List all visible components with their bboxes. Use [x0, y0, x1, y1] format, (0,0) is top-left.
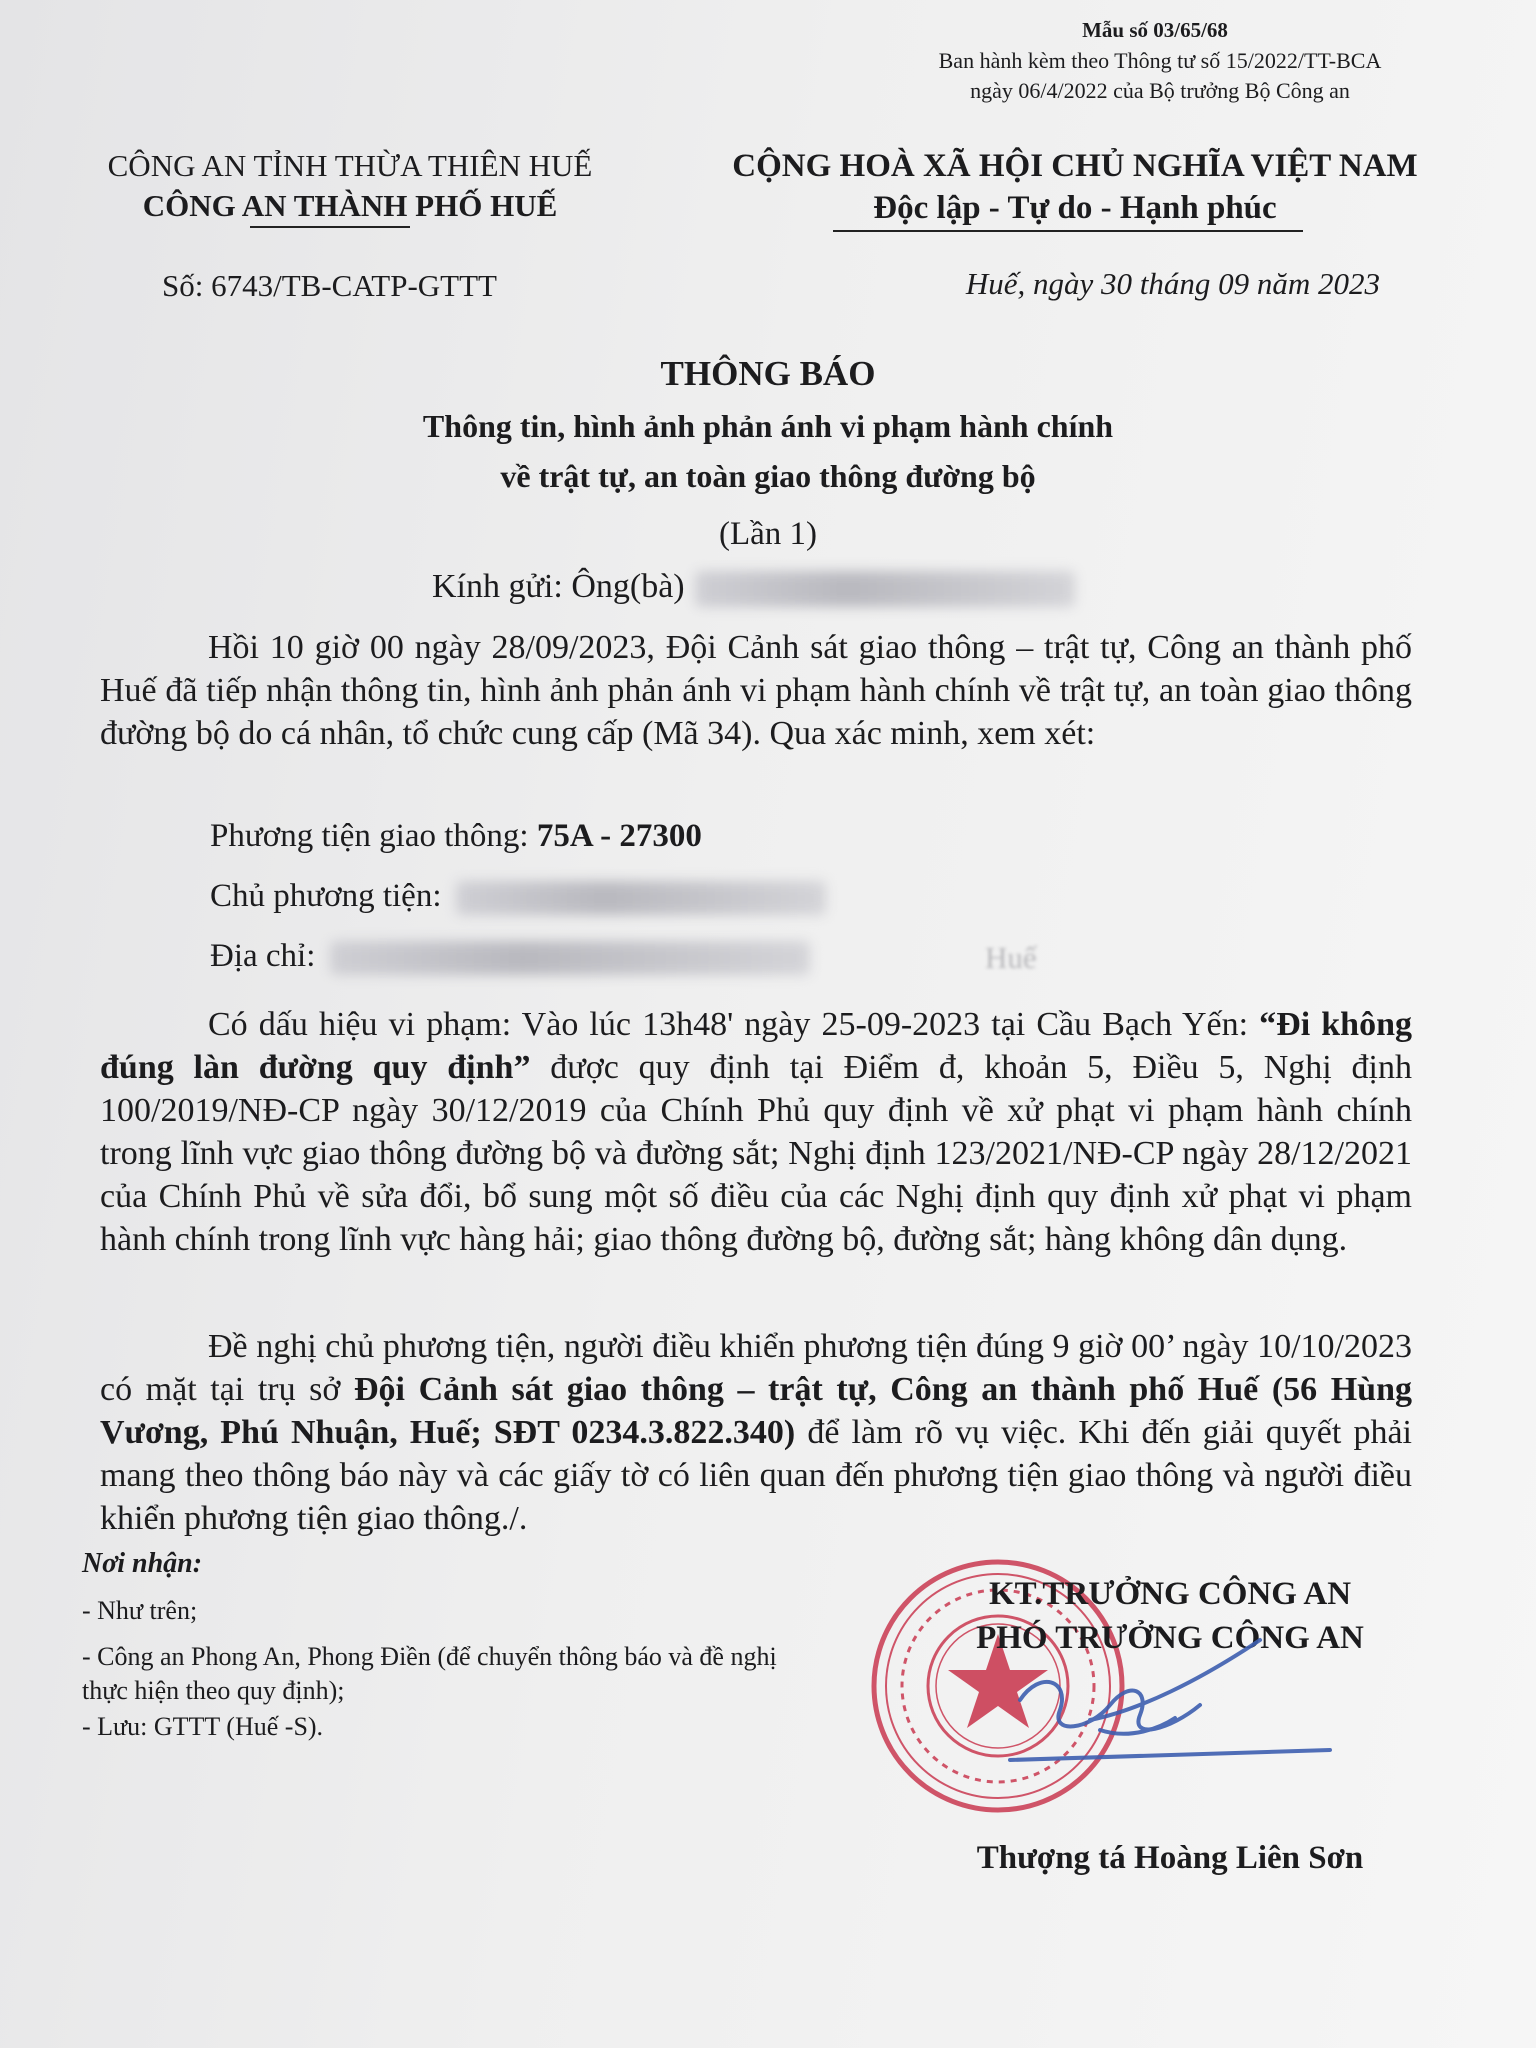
redacted-owner-name	[456, 881, 826, 915]
signature-authority-line1: KT.TRƯỞNG CÔNG AN	[988, 1576, 1352, 1612]
vehicle-plate: 75A - 27300	[536, 818, 702, 854]
address-tail: Huế	[985, 940, 1037, 975]
owner-label: Chủ phương tiện:	[210, 878, 450, 914]
violation-paragraph	[100, 1003, 1412, 1261]
national-title: CỘNG HOÀ XÃ HỘI CHỦ NGHĨA VIỆT NAM	[732, 148, 1418, 184]
address-label: Địa chỉ:	[210, 938, 324, 974]
document-subtitle-line1: Thông tin, hình ảnh phản ánh vi phạm hành chính	[422, 408, 1114, 444]
recipient-item: - Công an Phong An, Phong Điền (để chuyển thông báo và đề nghị thực hiện theo quy định);	[82, 1642, 777, 1705]
address-field	[210, 938, 810, 975]
recipient-item: - Như trên;	[82, 1596, 198, 1625]
document-title: THÔNG BÁO	[660, 354, 876, 393]
violation-legal-basis: được quy định tại Điểm đ, khoản 5, Điều 5, Nghị định 100/2019/NĐ-CP ngày 30/12/2019 của Chính Phủ quy định về xử phạt vi phạm hành chính trong lĩnh vực giao thông đường bộ và đường sắt; Nghị định 123/2021/NĐ-CP ngày 28/12/2021 của Chính Phủ về sửa đổi, bổ sung một số điều của các Nghị định quy định xử phạt vi phạm hành chính trong lĩnh vực hàng hải; giao thông đường bộ, đường sắt; hàng không dân dụng.	[100, 1049, 1413, 1258]
form-code: Mẫu số 03/65/68	[1082, 18, 1228, 42]
greeting	[432, 568, 1075, 607]
national-motto: Độc lập - Tự do - Hạnh phúc	[873, 190, 1277, 226]
recipient-item: - Lưu: GTTT (Huế -S).	[82, 1712, 324, 1741]
notice-round: (Lần 1)	[718, 516, 818, 552]
greeting-label: Kính gửi: Ông(bà)	[432, 568, 685, 605]
request-rest: để làm rõ vụ việc. Khi đến giải quyết phải mang theo thông báo này và các giấy tờ có liên quan đến phương tiện giao thông và người điều khiển phương tiện giao thông./.	[100, 1414, 1412, 1537]
form-reference-line2: ngày 06/4/2022 của Bộ trưởng Bộ Công an	[970, 78, 1350, 103]
issuer-agency: CÔNG AN THÀNH PHỐ HUẾ	[142, 188, 558, 223]
signer-name: Thượng tá Hoàng Liên Sơn	[976, 1840, 1364, 1876]
redacted-address	[330, 941, 810, 975]
document-number: Số: 6743/TB-CATP-GTTT	[162, 268, 497, 303]
request-paragraph	[100, 1325, 1412, 1540]
owner-field	[210, 878, 826, 915]
vehicle-label: Phương tiện giao thông:	[210, 818, 537, 854]
violation-name: “Đi không đúng làn đường quy định”	[100, 1006, 1412, 1086]
redacted-recipient-name	[695, 571, 1075, 607]
recipients-title: Nơi nhận:	[82, 1548, 203, 1579]
document-subtitle-line2: về trật tự, an toàn giao thông đường bộ	[500, 458, 1036, 494]
violation-intro: Có dấu hiệu vi phạm: Vào lúc 13h48' ngày 25-09-2023 tại Cầu Bạch Yến:	[208, 1006, 1260, 1043]
intro-paragraph: Hồi 10 giờ 00 ngày 28/09/2023, Đội Cảnh sát giao thông – trật tự, Công an thành phố Huế đã tiếp nhận thông tin, hình ảnh phản ánh vi phạm hành chính về trật tự, an toàn giao thông đường bộ do cá nhân, tổ chức cung cấp (Mã 34). Qua xác minh, xem xét:	[100, 629, 1412, 752]
request-intro: Đề nghị chủ phương tiện, người điều khiển phương tiện đúng 9 giờ 00’ ngày 10/10/2023 có mặt tại trụ sở	[100, 1328, 1412, 1408]
office-address: Đội Cảnh sát giao thông – trật tự, Công an thành phố Huế (56 Hùng Vương, Phú Nhuận, Huế; SĐT 0234.3.822.340)	[100, 1371, 1413, 1451]
handwritten-signature	[1000, 1610, 1340, 1790]
issuer-underline	[250, 226, 410, 228]
place-and-date: Huế, ngày 30 tháng 09 năm 2023	[965, 266, 1380, 301]
signature-authority-line2: PHÓ TRƯỞNG CÔNG AN	[976, 1620, 1364, 1656]
vehicle-field	[210, 818, 702, 855]
motto-underline	[833, 230, 1303, 232]
form-reference-line1: Ban hành kèm theo Thông tư số 15/2022/TT-BCA	[938, 48, 1382, 73]
issuer-parent-agency: CÔNG AN TỈNH THỪA THIÊN HUẾ	[107, 148, 593, 183]
form-reference	[880, 46, 1440, 106]
